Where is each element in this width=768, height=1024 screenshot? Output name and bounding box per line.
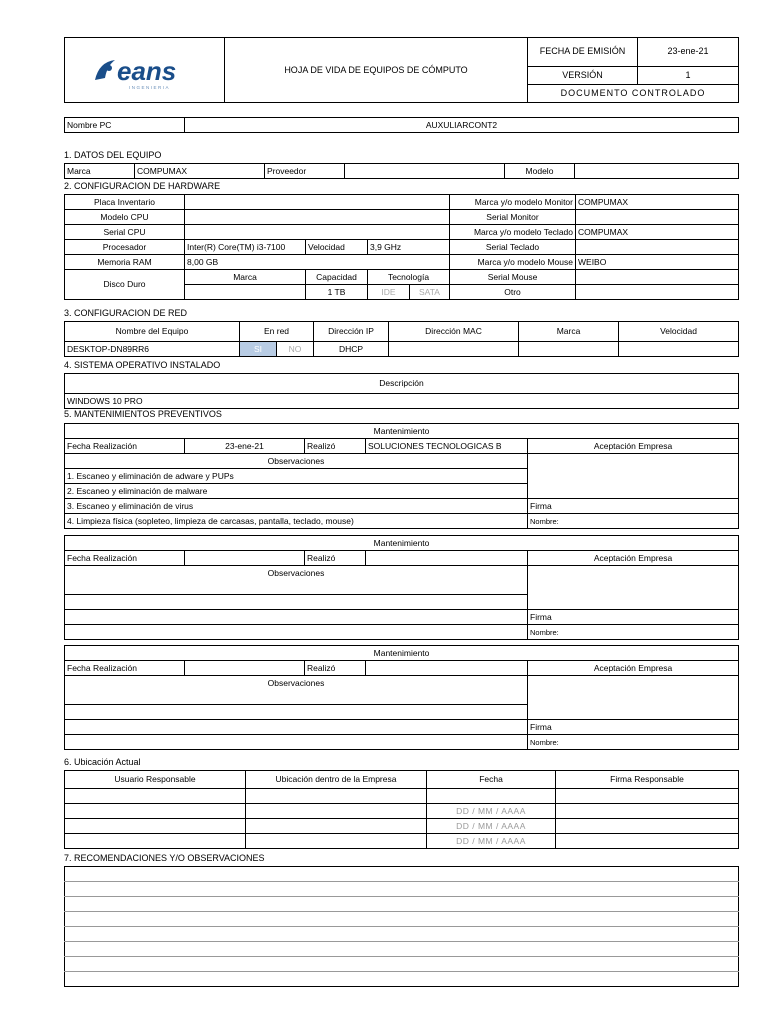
mant1-obs-item: 1. Escaneo y eliminación de adware y PUPs xyxy=(65,469,528,484)
recomendaciones-line[interactable] xyxy=(65,957,739,972)
mant1-firma-label: Firma xyxy=(528,499,739,514)
red-nombre-equipo[interactable]: DESKTOP-DN89RR6 xyxy=(65,342,240,357)
monitor-label: Marca y/o modelo Monitor xyxy=(450,195,576,210)
ubicacion-usuario-cell[interactable] xyxy=(65,804,246,819)
ubicacion-header-firma: Firma Responsable xyxy=(556,771,739,789)
mouse-label: Marca y/o modelo Mouse xyxy=(450,255,576,270)
mantenimiento-3-table xyxy=(64,645,739,750)
mant3-fecha-value[interactable] xyxy=(185,661,305,676)
so-value[interactable]: WINDOWS 10 PRO xyxy=(65,394,739,409)
disco-sata-option[interactable]: SATA xyxy=(410,285,450,300)
nombre-pc-value[interactable]: AUXULIARCONT2 xyxy=(185,118,739,133)
ubicacion-firma-cell[interactable] xyxy=(556,834,739,849)
otro-label: Otro xyxy=(450,285,576,300)
mant2-obs-line[interactable] xyxy=(65,625,528,640)
proveedor-label: Proveedor xyxy=(265,164,345,179)
ubicacion-fecha-cell[interactable] xyxy=(427,789,556,804)
mant2-header: Mantenimiento xyxy=(65,536,739,551)
recomendaciones-line[interactable] xyxy=(65,867,739,882)
ubicacion-fecha-placeholder[interactable]: DD / MM / AAAA xyxy=(427,834,556,849)
mant1-obs-item: 2. Escaneo y eliminación de malware xyxy=(65,484,528,499)
mant1-realizo-value[interactable]: SOLUCIONES TECNOLOGICAS B xyxy=(366,439,528,454)
ubicacion-header-ubicacion: Ubicación dentro de la Empresa xyxy=(246,771,427,789)
monitor-value[interactable]: COMPUMAX xyxy=(576,195,739,210)
red-mac-value[interactable] xyxy=(389,342,519,357)
serial-mouse-value[interactable] xyxy=(576,270,739,285)
ubicacion-usuario-cell[interactable] xyxy=(65,789,246,804)
svg-text:INGENIERIA: INGENIERIA xyxy=(128,85,170,90)
section-ubicacion: 6. Ubicación Actual xyxy=(64,757,141,767)
mant1-fecha-value[interactable]: 23-ene-21 xyxy=(185,439,305,454)
mant2-fecha-label: Fecha Realización xyxy=(65,551,185,566)
red-velocidad-value[interactable] xyxy=(619,342,739,357)
version-label: VERSIÓN xyxy=(528,66,638,84)
section-red: 3. CONFIGURACION DE RED xyxy=(64,308,188,318)
serial-cpu-label: Serial CPU xyxy=(65,225,185,240)
recomendaciones-line[interactable] xyxy=(65,972,739,987)
recomendaciones-line[interactable] xyxy=(65,882,739,897)
section-sistema-operativo: 4. SISTEMA OPERATIVO INSTALADO xyxy=(64,360,221,370)
documento-controlado: DOCUMENTO CONTROLADO xyxy=(528,84,739,102)
recomendaciones-table xyxy=(64,866,739,987)
serial-cpu-value[interactable] xyxy=(185,225,450,240)
ubicacion-header-usuario: Usuario Responsable xyxy=(65,771,246,789)
red-marca-value[interactable] xyxy=(519,342,619,357)
section-datos-equipo: 1. DATOS DEL EQUIPO xyxy=(64,150,162,160)
document-title: HOJA DE VIDA DE EQUIPOS DE CÓMPUTO xyxy=(225,38,528,103)
teclado-label: Marca y/o modelo Teclado xyxy=(450,225,576,240)
section-mantenimientos: 5. MANTENIMIENTOS PREVENTIVOS xyxy=(64,409,222,419)
ubicacion-firma-cell[interactable] xyxy=(556,819,739,834)
mant1-nombre-label[interactable]: Nombre: xyxy=(528,514,739,529)
placa-value[interactable] xyxy=(185,195,450,210)
recomendaciones-line[interactable] xyxy=(65,897,739,912)
recomendaciones-line[interactable] xyxy=(65,942,739,957)
mant3-realizo-label: Realizó xyxy=(305,661,366,676)
velocidad-value[interactable]: 3,9 GHz xyxy=(368,240,450,255)
red-header-mac: Dirección MAC xyxy=(389,322,519,342)
header-table xyxy=(64,37,739,103)
mant2-firma-label: Firma xyxy=(528,610,739,625)
mant1-realizo-label: Realizó xyxy=(305,439,366,454)
mant1-obs-item: 4. Limpieza física (sopleteo, limpieza de carcasas, pantalla, teclado, mouse) xyxy=(65,514,528,529)
ram-label: Memoria RAM xyxy=(65,255,185,270)
serial-mouse-label: Serial Mouse xyxy=(450,270,576,285)
section-hardware: 2. CONFIGURACION DE HARDWARE xyxy=(64,181,221,191)
ubicacion-header-fecha: Fecha xyxy=(427,771,556,789)
ubicacion-fecha-placeholder[interactable]: DD / MM / AAAA xyxy=(427,804,556,819)
ram-value[interactable]: 8,00 GB xyxy=(185,255,450,270)
mant2-realizo-value[interactable] xyxy=(366,551,528,566)
svg-text:eans: eans xyxy=(116,56,176,86)
modelo-value[interactable] xyxy=(575,164,739,179)
disco-marca-value[interactable] xyxy=(185,285,306,300)
red-table xyxy=(64,321,739,357)
en-red-si-option[interactable]: SI xyxy=(240,342,277,357)
mant3-nombre-label[interactable]: Nombre: xyxy=(528,735,739,750)
mant1-header: Mantenimiento xyxy=(65,424,739,439)
mant2-obs-header: Observaciones xyxy=(65,566,528,581)
marca-value[interactable]: COMPUMAX xyxy=(135,164,265,179)
mant3-obs-header: Observaciones xyxy=(65,676,528,691)
red-header-nombre: Nombre del Equipo xyxy=(65,322,240,342)
mant3-firma-label: Firma xyxy=(528,720,739,735)
mant1-fecha-label: Fecha Realización xyxy=(65,439,185,454)
serial-teclado-value[interactable] xyxy=(576,240,739,255)
placa-label: Placa Inventario xyxy=(65,195,185,210)
mant2-fecha-value[interactable] xyxy=(185,551,305,566)
recomendaciones-line[interactable] xyxy=(65,912,739,927)
serial-monitor-label: Serial Monitor xyxy=(450,210,576,225)
nombre-pc-table xyxy=(64,117,739,133)
proveedor-value[interactable] xyxy=(345,164,505,179)
disco-duro-label: Disco Duro xyxy=(65,270,185,300)
mant2-nombre-label[interactable]: Nombre: xyxy=(528,625,739,640)
red-header-velocidad: Velocidad xyxy=(619,322,739,342)
so-descripcion-header: Descripción xyxy=(65,374,739,394)
mant3-obs-line[interactable] xyxy=(65,690,528,705)
mant3-header: Mantenimiento xyxy=(65,646,739,661)
disco-tecnologia-label: Tecnología xyxy=(368,270,450,285)
fecha-emision-value: 23-ene-21 xyxy=(638,38,739,67)
nombre-pc-label: Nombre PC xyxy=(65,118,185,133)
mant2-obs-line[interactable] xyxy=(65,580,528,595)
ubicacion-table xyxy=(64,770,739,849)
recomendaciones-line[interactable] xyxy=(65,927,739,942)
teclado-value[interactable]: COMPUMAX xyxy=(576,225,739,240)
mant3-aceptacion-label: Aceptación Empresa xyxy=(528,661,739,676)
marca-label: Marca xyxy=(65,164,135,179)
so-table xyxy=(64,373,739,409)
modelo-cpu-value[interactable] xyxy=(185,210,450,225)
mant2-obs-line[interactable] xyxy=(65,610,528,625)
mant1-obs-item: 3. Escaneo y eliminación de virus xyxy=(65,499,528,514)
disco-capacidad-value[interactable]: 1 TB xyxy=(306,285,368,300)
mant3-realizo-value[interactable] xyxy=(366,661,528,676)
ubicacion-ubicacion-cell[interactable] xyxy=(246,789,427,804)
mant2-obs-line[interactable] xyxy=(65,595,528,610)
ubicacion-firma-cell[interactable] xyxy=(556,804,739,819)
otro-value[interactable] xyxy=(576,285,739,300)
mant2-aceptacion-label: Aceptación Empresa xyxy=(528,551,739,566)
procesador-label: Procesador xyxy=(65,240,185,255)
disco-capacidad-label: Capacidad xyxy=(306,270,368,285)
mant2-realizo-label: Realizó xyxy=(305,551,366,566)
ubicacion-fecha-placeholder[interactable]: DD / MM / AAAA xyxy=(427,819,556,834)
mant3-signature-area[interactable] xyxy=(528,676,739,691)
company-logo xyxy=(85,48,205,92)
red-header-marca: Marca xyxy=(519,322,619,342)
red-ip-value[interactable]: DHCP xyxy=(314,342,389,357)
mantenimiento-1-table xyxy=(64,423,739,529)
disco-ide-option[interactable]: IDE xyxy=(368,285,410,300)
section-recomendaciones: 7. RECOMENDACIONES Y/O OBSERVACIONES xyxy=(64,853,265,863)
mant2-signature-area[interactable] xyxy=(528,566,739,581)
serial-teclado-label: Serial Teclado xyxy=(450,240,576,255)
fecha-emision-label: FECHA DE EMISIÓN xyxy=(528,38,638,67)
mant3-obs-line[interactable] xyxy=(65,735,528,750)
hardware-table xyxy=(64,194,739,300)
modelo-label: Modelo xyxy=(505,164,575,179)
mant1-obs-header: Observaciones xyxy=(65,454,528,469)
modelo-cpu-label: Modelo CPU xyxy=(65,210,185,225)
ubicacion-usuario-cell[interactable] xyxy=(65,834,246,849)
mant3-fecha-label: Fecha Realización xyxy=(65,661,185,676)
serial-monitor-value[interactable] xyxy=(576,210,739,225)
mant1-aceptacion-label: Aceptación Empresa xyxy=(528,439,739,454)
ubicacion-ubicacion-cell[interactable] xyxy=(246,819,427,834)
procesador-value[interactable]: Inter(R) Core(TM) i3-7100 xyxy=(185,240,306,255)
en-red-no-option[interactable]: NO xyxy=(277,342,314,357)
mant1-signature-area[interactable] xyxy=(528,454,739,469)
red-header-en-red: En red xyxy=(240,322,314,342)
mantenimiento-2-table xyxy=(64,535,739,640)
mant3-obs-line[interactable] xyxy=(65,720,528,735)
ubicacion-ubicacion-cell[interactable] xyxy=(246,804,427,819)
ubicacion-usuario-cell[interactable] xyxy=(65,819,246,834)
version-value: 1 xyxy=(638,66,739,84)
disco-marca-label: Marca xyxy=(185,270,306,285)
ubicacion-firma-cell[interactable] xyxy=(556,789,739,804)
ubicacion-ubicacion-cell[interactable] xyxy=(246,834,427,849)
datos-equipo-table xyxy=(64,163,739,179)
red-header-ip: Dirección IP xyxy=(314,322,389,342)
logo-cell xyxy=(65,38,225,103)
velocidad-label: Velocidad xyxy=(306,240,368,255)
mant3-obs-line[interactable] xyxy=(65,705,528,720)
mouse-value[interactable]: WEIBO xyxy=(576,255,739,270)
